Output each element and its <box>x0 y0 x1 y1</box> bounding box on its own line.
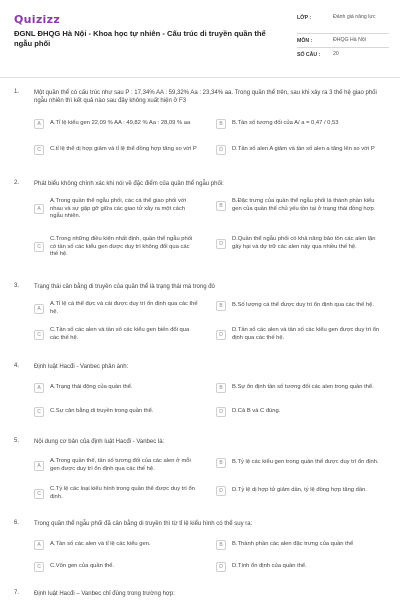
option-letter: A <box>34 540 44 550</box>
option-text: A.Trạng thái động của quần thể. <box>50 384 133 391</box>
option-text: D.Tính ổn định của quần thể. <box>232 563 307 570</box>
option-text: C.Vốn gen của quần thể. <box>50 563 115 570</box>
option-letter: B <box>216 301 226 311</box>
option-text: A.Tỉ lệ cá thể đực và cái được duy trì ổn định qua các thế hệ. <box>50 301 198 315</box>
meta-table <box>297 11 389 62</box>
option-letter: D <box>216 486 226 496</box>
option-text: D.Tần số alen A giảm và tần số alen a tăng lên so với P <box>232 146 375 153</box>
option-letter: B <box>216 119 226 129</box>
option-letter: B <box>216 383 226 393</box>
document-title: ĐGNL ĐHQG Hà Nội - Khoa học tự nhiên - Cấu trúc di truyền quần thể ngẫu phối <box>14 29 266 48</box>
option-text: B.Tỷ lệ các kiểu gen trong quần thể được duy trì ổn định. <box>232 459 379 466</box>
option-b[interactable] <box>216 540 388 550</box>
option-letter: A <box>34 461 44 471</box>
question-number: 4. <box>14 363 20 369</box>
option-c[interactable] <box>34 486 204 501</box>
option-d[interactable] <box>216 486 388 496</box>
meta-val-lop: Đánh giá năng lực <box>333 14 376 20</box>
meta-val-socau: 20 <box>333 51 339 57</box>
option-d[interactable] <box>216 562 388 572</box>
question-text: Phát biểu không chính xác khi nói về đặc điểm của quần thể ngẫu phối: <box>34 181 224 187</box>
option-letter: A <box>34 119 44 129</box>
option-text: C.Tỷ lệ các loại kiểu hình trong quần thể được duy trì ổn định. <box>50 486 195 500</box>
option-c[interactable] <box>34 145 204 155</box>
meta-row-mon <box>297 34 389 48</box>
quizizz-logo: Quizizz <box>14 13 61 26</box>
option-b[interactable] <box>216 198 388 213</box>
option-letter: C <box>34 145 44 155</box>
option-text: B.Sự ổn định tần số tương đối các alen trong quần thể. <box>232 384 374 391</box>
option-letter: C <box>34 407 44 417</box>
option-letter: B <box>216 540 226 550</box>
meta-key-socau: SỐ CÂU : <box>297 52 321 58</box>
option-text: B.Đặc trưng của quần thể ngẫu phối là thành phần kiểu gen của quần thể chủ yếu tồn tại ở trạng thái đồng hợp. <box>232 198 376 212</box>
option-letter: D <box>216 330 226 340</box>
option-letter: C <box>34 242 44 252</box>
option-letter: A <box>34 304 44 314</box>
option-text: B.Thành phần các alen đặc trưng của quần thể <box>232 541 354 548</box>
question-number: 6. <box>14 520 20 526</box>
option-c[interactable] <box>34 562 204 572</box>
option-letter: D <box>216 407 226 417</box>
option-c[interactable] <box>34 236 204 259</box>
option-text: B.Tần số tương đối của A/ a = 0,47 / 0,53 <box>232 120 339 127</box>
option-letter: B <box>216 201 226 211</box>
option-letter: A <box>34 383 44 393</box>
option-b[interactable] <box>216 119 388 129</box>
option-a[interactable] <box>34 301 204 316</box>
question-text: Định luật Hacđi – Vanbec chỉ đúng trong trường hợp: <box>34 591 175 597</box>
option-d[interactable] <box>216 327 388 342</box>
option-text: A.Trong quần thể ngẫu phối, các cá thể giao phối với nhau và sự gặp gỡ giữa các giao tử xảy ra một cách ngẫu nhiên. <box>50 198 187 220</box>
option-letter: D <box>216 562 226 572</box>
option-letter: C <box>34 562 44 572</box>
option-text: C.tỉ lệ thể dị hợp giảm và tỉ lệ thể đồng hợp tăng so với P <box>50 146 197 153</box>
option-text: D.Tỷ lệ dị hợp tử giảm dần, tỷ lệ đồng hợp tăng dần. <box>232 487 367 494</box>
option-text: A.Tần số các alen và tỉ lệ các kiểu gen. <box>50 541 151 548</box>
meta-key-lop: LỚP : <box>297 15 312 21</box>
option-b[interactable] <box>216 383 388 393</box>
question-text: Một quần thể có cấu trúc như sau P : 17,34% AA : 59,32% Aa : 23,34% aa. Trong quần thể trên, sau khi xảy ra 3 thế hệ giao phối ngẫu nhiên thì kết quả nào sau đây không xuất hiện ở F3 <box>34 90 377 104</box>
header-divider <box>0 77 400 78</box>
option-b[interactable] <box>216 458 388 468</box>
meta-val-mon: ĐHQG Hà Nội <box>333 37 366 43</box>
option-letter: D <box>216 145 226 155</box>
option-d[interactable] <box>216 145 388 155</box>
question-number: 7. <box>14 590 20 596</box>
option-text: D.Cả B và C đúng. <box>232 408 281 415</box>
option-a[interactable] <box>34 540 204 550</box>
option-text: C.Tần số các alen và tần số các kiểu gen biến đổi qua các thế hệ. <box>50 327 190 341</box>
option-a[interactable] <box>34 198 204 221</box>
option-a[interactable] <box>34 383 204 393</box>
question-number: 2. <box>14 180 20 186</box>
question-number: 5. <box>14 438 20 444</box>
question-text: Định luật Hacđi - Vanbec phản ánh: <box>34 364 129 370</box>
option-letter: A <box>34 204 44 214</box>
option-c[interactable] <box>34 327 204 342</box>
meta-row-socau <box>297 48 389 62</box>
option-letter: D <box>216 239 226 249</box>
option-text: C.Trong những điều kiện nhất định, quần thể ngẫu phối có tần số các kiểu gen được duy trì không đổi qua các thế hệ. <box>50 236 193 258</box>
option-d[interactable] <box>216 407 388 417</box>
option-c[interactable] <box>34 407 204 417</box>
option-text: B.Số lượng cá thể được duy trì ổn định qua các thế hệ. <box>232 302 375 309</box>
option-d[interactable] <box>216 236 388 251</box>
question-text: Trong quần thể ngẫu phối đã cân bằng di truyền thì từ tỉ lệ kiểu hình có thể suy ra: <box>34 521 253 527</box>
option-letter: B <box>216 458 226 468</box>
option-text: A.Trong quần thể, tần số tương đối của các alen ở mỗi gen được duy trì ổn định qua các thế hệ. <box>50 458 191 472</box>
option-a[interactable] <box>34 119 204 129</box>
option-a[interactable] <box>34 458 204 473</box>
option-text: D.Tần số các alen và tần số các kiểu gen được duy trì ổn định qua các thế hệ. <box>232 327 380 341</box>
option-text: C.Sự cân bằng di truyền trong quần thể. <box>50 408 154 415</box>
option-text: D.Quần thể ngẫu phối có khả năng bảo tồn các alen lặn gây hại và dự trữ các alen này qua nhiều thế hệ. <box>232 236 376 250</box>
question-number: 1. <box>14 89 20 95</box>
option-text: A.Tỉ lệ kiểu gen 22,09 % AA : 49,82 % Aa : 28,09 % aa <box>50 120 191 127</box>
option-letter: C <box>34 489 44 499</box>
question-text: Nội dung cơ bản của định luật Hacđi - Vanbec là: <box>34 439 165 445</box>
meta-key-mon: MÔN : <box>297 38 313 44</box>
option-b[interactable] <box>216 301 388 311</box>
option-letter: C <box>34 330 44 340</box>
question-number: 3. <box>14 283 20 289</box>
question-text: Trạng thái cân bằng di truyền của quần thể là trạng thái mà trong đó <box>34 284 215 290</box>
meta-row-lop <box>297 11 389 34</box>
